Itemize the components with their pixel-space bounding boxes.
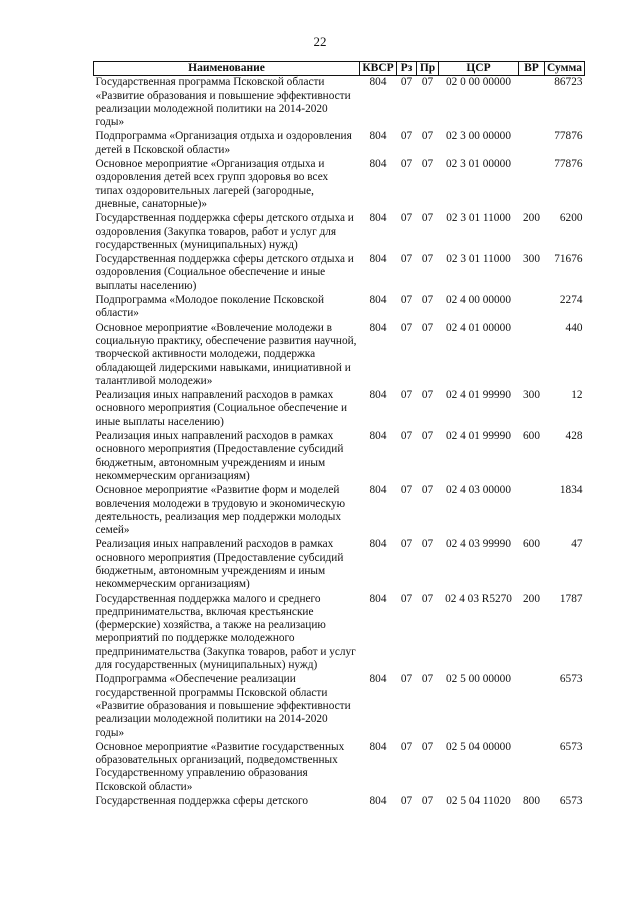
row-rz-cell: 07 [400, 592, 413, 605]
row-name-cell: Государственная поддержка сферы детского отдыха и оздоровления (Социальное обеспечение и иные выплаты населению) [95, 253, 354, 292]
row-sum-cell: 77876 [554, 158, 583, 171]
row-pr-cell: 07 [421, 673, 434, 686]
row-name-cell: Подпрограмма «Организация отдыха и оздоровления детей в Псковской области» [95, 130, 352, 156]
row-csr-cell: 02 5 04 11020 [446, 795, 511, 808]
row-csr-cell: 02 4 01 00000 [446, 321, 511, 334]
row-sum-cell: 86723 [554, 76, 583, 89]
table-row [94, 538, 585, 592]
row-sum-cell: 2274 [559, 294, 583, 307]
row-vr-cell [519, 294, 545, 322]
row-sum-cell: 6573 [559, 673, 583, 686]
row-kvsr-cell: 804 [369, 740, 387, 753]
row-sum-cell: 6573 [559, 740, 583, 753]
row-csr-cell: 02 4 03 R5270 [445, 592, 512, 605]
row-sum-cell: 428 [565, 430, 583, 443]
row-name-cell: Государственная поддержка сферы детского [95, 795, 308, 808]
row-pr-cell: 07 [421, 592, 434, 605]
row-kvsr-cell: 804 [369, 253, 387, 266]
table-body [94, 76, 585, 810]
row-csr-cell: 02 4 01 99990 [446, 389, 511, 402]
row-vr-cell [519, 130, 545, 158]
row-vr-cell: 200 [523, 212, 540, 225]
row-rz-cell: 07 [400, 389, 413, 402]
header-kvsr: КВСР [360, 62, 397, 76]
row-sum-cell: 77876 [554, 130, 583, 143]
table-row [94, 389, 585, 430]
table-row [94, 212, 585, 253]
row-name-cell: Реализация иных направлений расходов в рамках основного мероприятия (Предоставление субсидий бюджетным, автономным учреждениям и иным некоммерческим организациям) [95, 430, 344, 482]
header-name: Наименование [94, 62, 360, 76]
row-rz-cell: 07 [400, 538, 413, 551]
row-kvsr-cell: 804 [369, 538, 387, 551]
row-sum-cell: 71676 [554, 253, 583, 266]
row-name-cell: Государственная поддержка сферы детского отдыха и оздоровления (Закупка товаров, работ и услуг для государственных (муниципальных) нужд) [95, 212, 354, 251]
header-sum: Сумма [545, 62, 585, 76]
row-vr-cell: 600 [523, 538, 540, 551]
header-rz: Рз [397, 62, 417, 76]
row-pr-cell: 07 [421, 538, 434, 551]
row-rz-cell: 07 [400, 430, 413, 443]
row-vr-cell [519, 484, 545, 538]
table-row [94, 484, 585, 538]
row-pr-cell: 07 [421, 484, 434, 497]
row-kvsr-cell: 804 [369, 430, 387, 443]
row-sum-cell: 6200 [559, 212, 583, 225]
row-rz-cell: 07 [400, 740, 413, 753]
row-name-cell: Государственная программа Псковской области «Развитие образования и повышение эффективности реализации молодежной политики на 2014-2020 годы» [95, 76, 351, 129]
row-kvsr-cell: 804 [369, 212, 387, 225]
row-pr-cell: 07 [421, 76, 434, 89]
table-row [94, 741, 585, 795]
row-csr-cell: 02 5 00 00000 [446, 673, 511, 686]
row-name-cell: Основное мероприятие «Развитие форм и моделей вовлечения молодежи в трудовую и экономическую деятельность, реализация мер поддержки молодых семей» [95, 484, 346, 537]
row-kvsr-cell: 804 [369, 76, 387, 89]
row-csr-cell: 02 4 03 99990 [446, 538, 511, 551]
row-pr-cell: 07 [421, 389, 434, 402]
row-rz-cell: 07 [400, 76, 413, 89]
row-pr-cell: 07 [421, 430, 434, 443]
row-csr-cell: 02 4 03 00000 [446, 484, 511, 497]
row-kvsr-cell: 804 [369, 130, 387, 143]
row-rz-cell: 07 [400, 253, 413, 266]
row-sum-cell: 1834 [559, 484, 583, 497]
row-rz-cell: 07 [400, 484, 413, 497]
row-pr-cell: 07 [421, 294, 434, 307]
row-name-cell: Основное мероприятие «Организация отдыха и оздоровления детей всех групп здоровья во всех типах оздоровительных лагерей (загородные, дневные, санаторные)» [95, 158, 329, 210]
row-vr-cell: 800 [523, 795, 540, 808]
table-row [94, 294, 585, 322]
header-vr: ВР [519, 62, 545, 76]
table-row [94, 673, 585, 740]
table-header-row [94, 62, 585, 76]
row-csr-cell: 02 4 00 00000 [446, 294, 511, 307]
row-sum-cell: 440 [565, 321, 583, 334]
budget-table [93, 61, 585, 809]
row-vr-cell: 600 [523, 430, 540, 443]
row-csr-cell: 02 3 01 11000 [446, 212, 511, 225]
row-pr-cell: 07 [421, 130, 434, 143]
row-csr-cell: 02 0 00 00000 [446, 76, 511, 89]
row-kvsr-cell: 804 [369, 389, 387, 402]
row-sum-cell: 6573 [559, 795, 583, 808]
row-name-cell: Подпрограмма «Обеспечение реализации государственной программы Псковской области «Развитие образования и повышение эффективности реализации молодежной политики на 2014-2020 годы» [95, 673, 351, 739]
row-kvsr-cell: 804 [369, 158, 387, 171]
table-row [94, 795, 585, 809]
row-csr-cell: 02 3 01 11000 [446, 253, 511, 266]
row-rz-cell: 07 [400, 158, 413, 171]
table-row [94, 593, 585, 674]
row-sum-cell: 1787 [559, 592, 583, 605]
row-csr-cell: 02 3 01 00000 [446, 158, 511, 171]
row-csr-cell: 02 4 01 99990 [446, 430, 511, 443]
row-vr-cell [519, 322, 545, 389]
header-csr: ЦСР [439, 62, 519, 76]
row-vr-cell [519, 741, 545, 795]
row-csr-cell: 02 3 00 00000 [446, 130, 511, 143]
row-pr-cell: 07 [421, 158, 434, 171]
row-vr-cell: 300 [523, 253, 540, 266]
row-name-cell: Государственная поддержка малого и среднего предпринимательства, включая крестьянские (фермерские) хозяйства, а также на реализацию мероприятий по поддержке молодежного предпринимательства (Закупка товаров, работ и услуг для государственных (муниципальных) нужд) [95, 592, 356, 672]
row-vr-cell [519, 158, 545, 212]
row-name-cell: Основное мероприятие «Вовлечение молодежи в социальную практику, обеспечение развития научной, творческой активности молодежи, поддержка обладающей лидерскими навыками, инициативной и талантливой молодежи» [95, 321, 357, 387]
row-rz-cell: 07 [400, 321, 413, 334]
row-name-cell: Реализация иных направлений расходов в рамках основного мероприятия (Предоставление субсидий бюджетным, автономным учреждениям и иным некоммерческим организациям) [95, 538, 344, 591]
table-row [94, 322, 585, 389]
row-name-cell: Реализация иных направлений расходов в рамках основного мероприятия (Социальное обеспечение и иные выплаты населению) [95, 389, 348, 428]
table-row [94, 158, 585, 212]
row-pr-cell: 07 [421, 321, 434, 334]
row-name-cell: Подпрограмма «Молодое поколение Псковской области» [95, 294, 324, 320]
row-kvsr-cell: 804 [369, 484, 387, 497]
table-row [94, 76, 585, 131]
row-vr-cell [519, 673, 545, 740]
row-pr-cell: 07 [421, 795, 434, 808]
row-rz-cell: 07 [400, 212, 413, 225]
row-kvsr-cell: 804 [369, 321, 387, 334]
row-rz-cell: 07 [400, 673, 413, 686]
table-row [94, 430, 585, 484]
row-kvsr-cell: 804 [369, 795, 387, 808]
row-pr-cell: 07 [421, 253, 434, 266]
row-kvsr-cell: 804 [369, 294, 387, 307]
row-vr-cell: 300 [523, 389, 540, 402]
row-sum-cell: 12 [571, 389, 583, 402]
table-row [94, 130, 585, 158]
page-number: 22 [313, 34, 327, 49]
row-rz-cell: 07 [400, 130, 413, 143]
row-csr-cell: 02 5 04 00000 [446, 740, 511, 753]
row-vr-cell: 200 [523, 592, 540, 605]
row-kvsr-cell: 804 [369, 592, 387, 605]
row-pr-cell: 07 [421, 212, 434, 225]
row-sum-cell: 47 [571, 538, 583, 551]
row-kvsr-cell: 804 [369, 673, 387, 686]
header-pr: Пр [417, 62, 439, 76]
row-pr-cell: 07 [421, 740, 434, 753]
row-rz-cell: 07 [400, 294, 413, 307]
row-vr-cell [519, 76, 545, 131]
row-rz-cell: 07 [400, 795, 413, 808]
row-name-cell: Основное мероприятие «Развитие государственных образовательных организаций, подведомственных Государственному управлению образования Псковской области» [95, 740, 345, 793]
table-row [94, 253, 585, 294]
